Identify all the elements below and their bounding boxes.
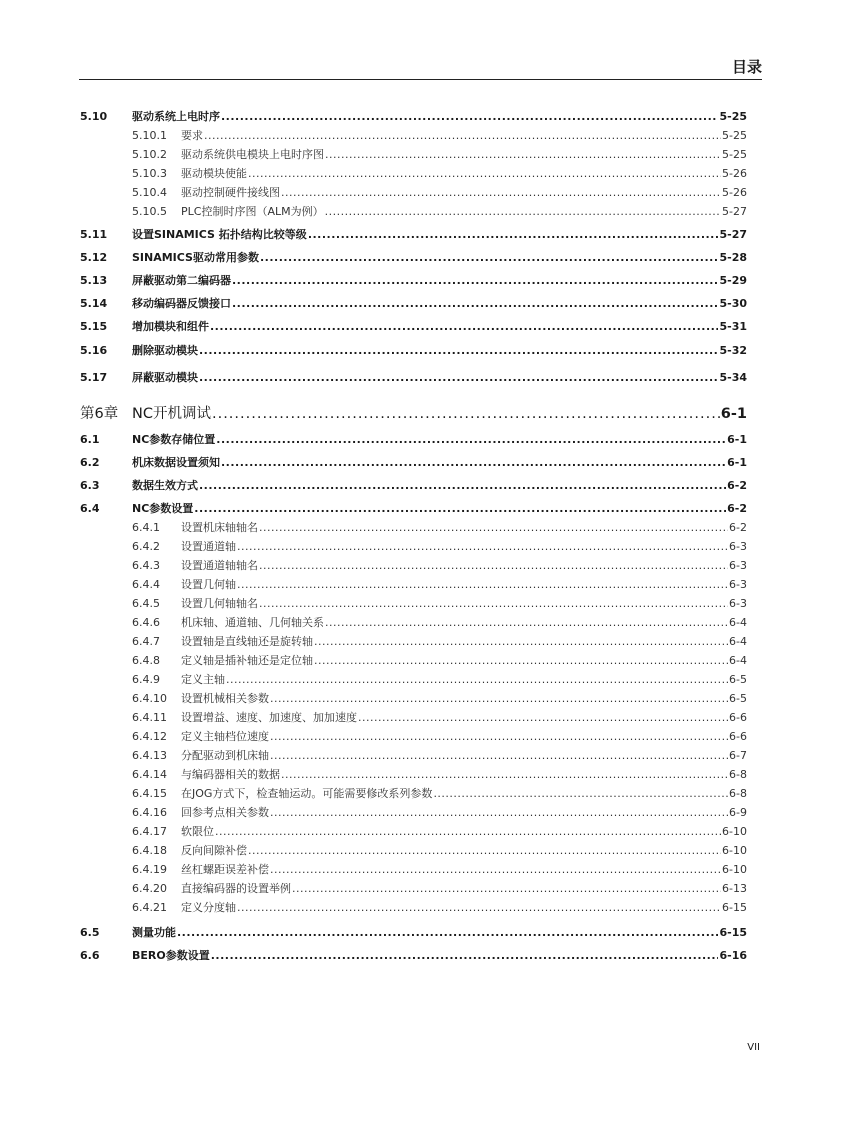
toc-entry-title: 设置几何轴轴名 — [181, 597, 258, 610]
toc-entry-leader — [199, 344, 718, 357]
toc-entry-page: 5-25 — [719, 110, 747, 123]
toc-entry-number: 5.10.1 — [132, 129, 167, 142]
toc-entry-number: 5.10.2 — [132, 148, 167, 161]
toc-entry-leader — [232, 297, 718, 310]
toc-entry-leader — [270, 863, 721, 876]
toc-entry-number: 5.17 — [80, 371, 108, 384]
toc-entry-number: 6.4.7 — [132, 635, 160, 648]
toc-entry-page: 6-2 — [727, 479, 747, 492]
toc-entry[interactable] — [80, 203, 747, 219]
toc-entry-number: 6.4.8 — [132, 654, 160, 667]
toc-entry-page: 5-27 — [722, 205, 747, 218]
toc-entry-leader — [210, 320, 718, 333]
toc-entry-title: 移动编码器反馈接口 — [132, 297, 231, 310]
toc-entry[interactable] — [80, 184, 747, 200]
toc-entry-leader — [194, 502, 726, 515]
page-number: VII — [747, 1042, 760, 1053]
toc-entry[interactable] — [80, 728, 747, 744]
toc-entry-title: 测量功能 — [132, 926, 176, 939]
toc-entry-number: 6.4.2 — [132, 540, 160, 553]
toc-entry-leader — [211, 949, 719, 962]
toc-entry-title: 设置轴是直线轴还是旋转轴 — [181, 635, 313, 648]
toc-entry-page: 6-1 — [727, 456, 747, 469]
toc-entry-leader — [237, 901, 721, 914]
toc-entry-number: 6.5 — [80, 926, 100, 939]
toc-entry[interactable] — [80, 342, 747, 358]
toc-entry-number: 5.10.3 — [132, 167, 167, 180]
toc-entry-number: 5.14 — [80, 297, 108, 310]
toc-entry-number: 6.4.5 — [132, 597, 160, 610]
toc-entry[interactable] — [80, 249, 747, 265]
toc-entry-page: 5-28 — [719, 251, 747, 264]
toc-entry-number: 6.4.20 — [132, 882, 167, 895]
toc-entry-leader — [259, 521, 728, 534]
toc-entry-page: 6-10 — [722, 863, 747, 876]
toc-entry-leader — [215, 825, 721, 838]
toc-entry-title: 设置机床轴轴名 — [181, 521, 258, 534]
toc-entry-number: 5.16 — [80, 344, 108, 357]
toc-entry-page: 6-7 — [729, 749, 747, 762]
toc-entry-number: 6.3 — [80, 479, 100, 492]
toc-entry-title: 设置几何轴 — [181, 578, 236, 591]
toc-entry-title: 删除驱动模块 — [132, 344, 198, 357]
toc-entry-title: 设置增益、速度、加速度、加加速度 — [181, 711, 357, 724]
toc-entry-page: 5-26 — [722, 186, 747, 199]
toc-entry-page: 5-31 — [719, 320, 747, 333]
toc-entry[interactable] — [80, 295, 747, 311]
header-rule — [79, 79, 762, 80]
toc-entry[interactable] — [80, 538, 747, 554]
toc-entry-leader — [314, 654, 728, 667]
toc-entry-number: 5.12 — [80, 251, 108, 264]
toc-entry-title: BERO参数设置 — [132, 949, 210, 962]
toc-entry-page: 6-2 — [727, 502, 747, 515]
toc-entry-leader — [308, 228, 719, 241]
toc-entry-page: 6-4 — [729, 616, 747, 629]
toc-entry-title: 回参考点相关参数 — [181, 806, 269, 819]
toc-entry[interactable] — [80, 595, 747, 611]
toc-entry-number: 6.4.11 — [132, 711, 167, 724]
toc-entry-title: 机床轴、通道轴、几何轴关系 — [181, 616, 324, 629]
toc-entry-page: 6-8 — [729, 768, 747, 781]
toc-entry-number: 6.4.6 — [132, 616, 160, 629]
toc-entry-leader — [248, 167, 721, 180]
toc-entry-leader — [212, 406, 720, 422]
toc-entry[interactable] — [80, 880, 747, 896]
toc-entry-leader — [270, 749, 728, 762]
toc-entry-leader — [259, 597, 728, 610]
toc-entry-leader — [232, 274, 718, 287]
toc-entry-leader — [270, 730, 728, 743]
toc-entry-number: 6.4.21 — [132, 901, 167, 914]
toc-entry-title: 机床数据设置须知 — [132, 456, 220, 469]
toc-entry-page: 6-10 — [722, 825, 747, 838]
toc-entry[interactable] — [80, 861, 747, 877]
toc-entry-title: 数据生效方式 — [132, 479, 198, 492]
toc-entry-page: 6-8 — [729, 787, 747, 800]
toc-entry-page: 6-16 — [719, 949, 747, 962]
toc-entry-page: 6-10 — [722, 844, 747, 857]
toc-entry[interactable] — [80, 226, 747, 242]
toc-entry[interactable] — [80, 671, 747, 687]
toc-entry-title: 定义主轴 — [181, 673, 225, 686]
toc-entry[interactable] — [80, 402, 747, 423]
toc-entry-number: 6.4 — [80, 502, 100, 515]
toc-entry-number: 6.4.4 — [132, 578, 160, 591]
toc-entry-number: 第6章 — [80, 406, 119, 422]
toc-entry-number: 6.4.12 — [132, 730, 167, 743]
toc-entry-leader — [221, 456, 726, 469]
toc-entry[interactable] — [80, 576, 747, 592]
toc-entry[interactable] — [80, 431, 747, 447]
toc-entry-title: 驱动模块使能 — [181, 167, 247, 180]
toc-entry-title: 丝杠螺距误差补偿 — [181, 863, 269, 876]
toc-entry-number: 6.4.3 — [132, 559, 160, 572]
toc-entry-page: 6-6 — [729, 730, 747, 743]
toc-entry[interactable] — [80, 709, 747, 725]
toc-entry-title: NC参数设置 — [132, 502, 194, 515]
header-title: 目录 — [731, 58, 762, 76]
toc-entry-leader — [216, 433, 726, 446]
toc-entry-page: 6-5 — [729, 692, 747, 705]
toc-entry-leader — [199, 479, 726, 492]
toc-entry-leader — [433, 787, 728, 800]
toc-entry-title: 定义主轴档位速度 — [181, 730, 269, 743]
toc-entry-page: 6-13 — [722, 882, 747, 895]
toc-entry-leader — [314, 635, 728, 648]
toc-entry-title: 增加模块和组件 — [132, 320, 209, 333]
toc-entry-leader — [177, 926, 718, 939]
toc-entry[interactable] — [80, 804, 747, 820]
toc-entry-title: 驱动系统供电模块上电时序图 — [181, 148, 324, 161]
toc-entry[interactable] — [80, 899, 747, 915]
toc-entry-leader — [237, 578, 728, 591]
toc-entry-page: 5-25 — [722, 148, 747, 161]
toc-entry-page: 5-29 — [719, 274, 747, 287]
toc-entry-leader — [358, 711, 728, 724]
toc-entry-page: 6-6 — [729, 711, 747, 724]
toc-entry[interactable] — [80, 519, 747, 535]
toc-entry-title: 反向间隙补偿 — [181, 844, 247, 857]
toc-entry-title: 定义分度轴 — [181, 901, 236, 914]
toc-entry[interactable] — [80, 146, 747, 162]
toc-entry-page: 6-4 — [729, 654, 747, 667]
toc-entry-leader — [270, 806, 728, 819]
toc-entry-leader — [325, 205, 721, 218]
toc-entry-title: 在JOG方式下，检查轴运动。可能需要修改系列参数 — [181, 787, 433, 800]
toc-entry-title: 驱动系统上电时序 — [132, 110, 220, 123]
toc-entry-title: 设置通道轴 — [181, 540, 236, 553]
toc-entry-number: 6.1 — [80, 433, 100, 446]
toc-entry-leader — [248, 844, 721, 857]
toc-entry-page: 6-3 — [729, 559, 747, 572]
toc-entry[interactable] — [80, 924, 747, 940]
toc-entry-title: 分配驱动到机床轴 — [181, 749, 269, 762]
toc-entry-number: 5.10.5 — [132, 205, 167, 218]
toc-entry-page: 6-4 — [729, 635, 747, 648]
toc-entry-number: 6.4.16 — [132, 806, 167, 819]
toc-entry-page: 6-9 — [729, 806, 747, 819]
toc-entry[interactable] — [80, 652, 747, 668]
toc-entry-page: 6-3 — [729, 540, 747, 553]
toc-entry-number: 6.4.17 — [132, 825, 167, 838]
toc-entry[interactable] — [80, 690, 747, 706]
toc-entry-title: 设置SINAMICS 拓扑结构比较等级 — [132, 228, 307, 241]
toc-entry-page: 5-25 — [722, 129, 747, 142]
toc-entry-title: 设置通道轴轴名 — [181, 559, 258, 572]
toc-entry[interactable] — [80, 127, 747, 143]
toc-entry-number: 5.11 — [80, 228, 108, 241]
toc-entry-page: 6-1 — [727, 433, 747, 446]
toc-entry-page: 5-26 — [722, 167, 747, 180]
toc-entry-page: 5-32 — [719, 344, 747, 357]
toc-entry[interactable] — [80, 842, 747, 858]
toc-entry[interactable] — [80, 823, 747, 839]
toc-entry[interactable] — [80, 369, 747, 385]
toc-entry-title: 驱动控制硬件接线图 — [181, 186, 280, 199]
toc-entry-page: 6-1 — [720, 406, 747, 422]
toc-entry-leader — [292, 882, 721, 895]
toc-entry-leader — [281, 186, 721, 199]
toc-entry-leader — [237, 540, 728, 553]
toc-entry[interactable] — [80, 614, 747, 630]
toc-entry-title: 屏蔽驱动第二编码器 — [132, 274, 231, 287]
toc-entry-leader — [270, 692, 728, 705]
toc-entry-number: 5.15 — [80, 320, 108, 333]
toc-entry-page: 6-15 — [722, 901, 747, 914]
toc-entry[interactable] — [80, 318, 747, 334]
toc-entry-leader — [281, 768, 728, 781]
toc-entry-page: 6-5 — [729, 673, 747, 686]
toc-entry-number: 5.10.4 — [132, 186, 167, 199]
toc-entry-number: 6.4.9 — [132, 673, 160, 686]
toc-entry-title: 定义轴是插补轴还是定位轴 — [181, 654, 313, 667]
toc-entry[interactable] — [80, 165, 747, 181]
toc-entry-title: NC开机调试 — [132, 406, 211, 422]
toc-entry[interactable] — [80, 747, 747, 763]
toc-entry-title: 直接编码器的设置举例 — [181, 882, 291, 895]
toc-entry[interactable] — [80, 766, 747, 782]
toc-entry-number: 5.13 — [80, 274, 108, 287]
toc-entry-leader — [226, 673, 728, 686]
toc-entry[interactable] — [80, 557, 747, 573]
toc-entry[interactable] — [80, 272, 747, 288]
toc-entry[interactable] — [80, 947, 747, 963]
toc-entry-number: 6.6 — [80, 949, 100, 962]
toc-entry-number: 6.2 — [80, 456, 100, 469]
toc-entry-page: 5-34 — [719, 371, 747, 384]
toc-entry-title: 与编码器相关的数据 — [181, 768, 280, 781]
toc-entry-page: 6-3 — [729, 578, 747, 591]
toc-entry-number: 6.4.10 — [132, 692, 167, 705]
toc-entry[interactable] — [80, 454, 747, 470]
toc-entry-leader — [325, 148, 721, 161]
toc-entry-title: PLC控制时序图（ALM为例） — [181, 205, 324, 218]
toc-entry-leader — [204, 129, 721, 142]
toc-entry-title: 软限位 — [181, 825, 214, 838]
toc-entry-number: 6.4.1 — [132, 521, 160, 534]
toc-entry-number: 6.4.13 — [132, 749, 167, 762]
toc-entry-number: 6.4.14 — [132, 768, 167, 781]
toc-entry[interactable] — [80, 500, 747, 516]
toc-entry-title: SINAMICS驱动常用参数 — [132, 251, 259, 264]
toc-entry-page: 5-30 — [719, 297, 747, 310]
toc-entry[interactable] — [80, 633, 747, 649]
toc-entry-leader — [199, 371, 718, 384]
toc-entry[interactable] — [80, 477, 747, 493]
toc-entry-title: 要求 — [181, 129, 203, 142]
toc-entry-page: 6-2 — [729, 521, 747, 534]
toc-entry-leader — [325, 616, 728, 629]
toc-entry-title: 屏蔽驱动模块 — [132, 371, 198, 384]
toc-entry-page: 5-27 — [719, 228, 747, 241]
toc-entry-number: 6.4.18 — [132, 844, 167, 857]
toc-entry-title: 设置机械相关参数 — [181, 692, 269, 705]
toc-entry-page: 6-3 — [729, 597, 747, 610]
toc-entry-number: 6.4.15 — [132, 787, 167, 800]
toc-entry-page: 6-15 — [719, 926, 747, 939]
toc-entry-leader — [259, 559, 728, 572]
toc-entry-leader — [221, 110, 718, 123]
toc-entry[interactable] — [80, 785, 747, 801]
toc-entry-number: 6.4.19 — [132, 863, 167, 876]
toc-entry-number: 5.10 — [80, 110, 108, 123]
toc-entry-title: NC参数存储位置 — [132, 433, 216, 446]
toc-entry[interactable] — [80, 108, 747, 124]
toc-entry-leader — [260, 251, 718, 264]
